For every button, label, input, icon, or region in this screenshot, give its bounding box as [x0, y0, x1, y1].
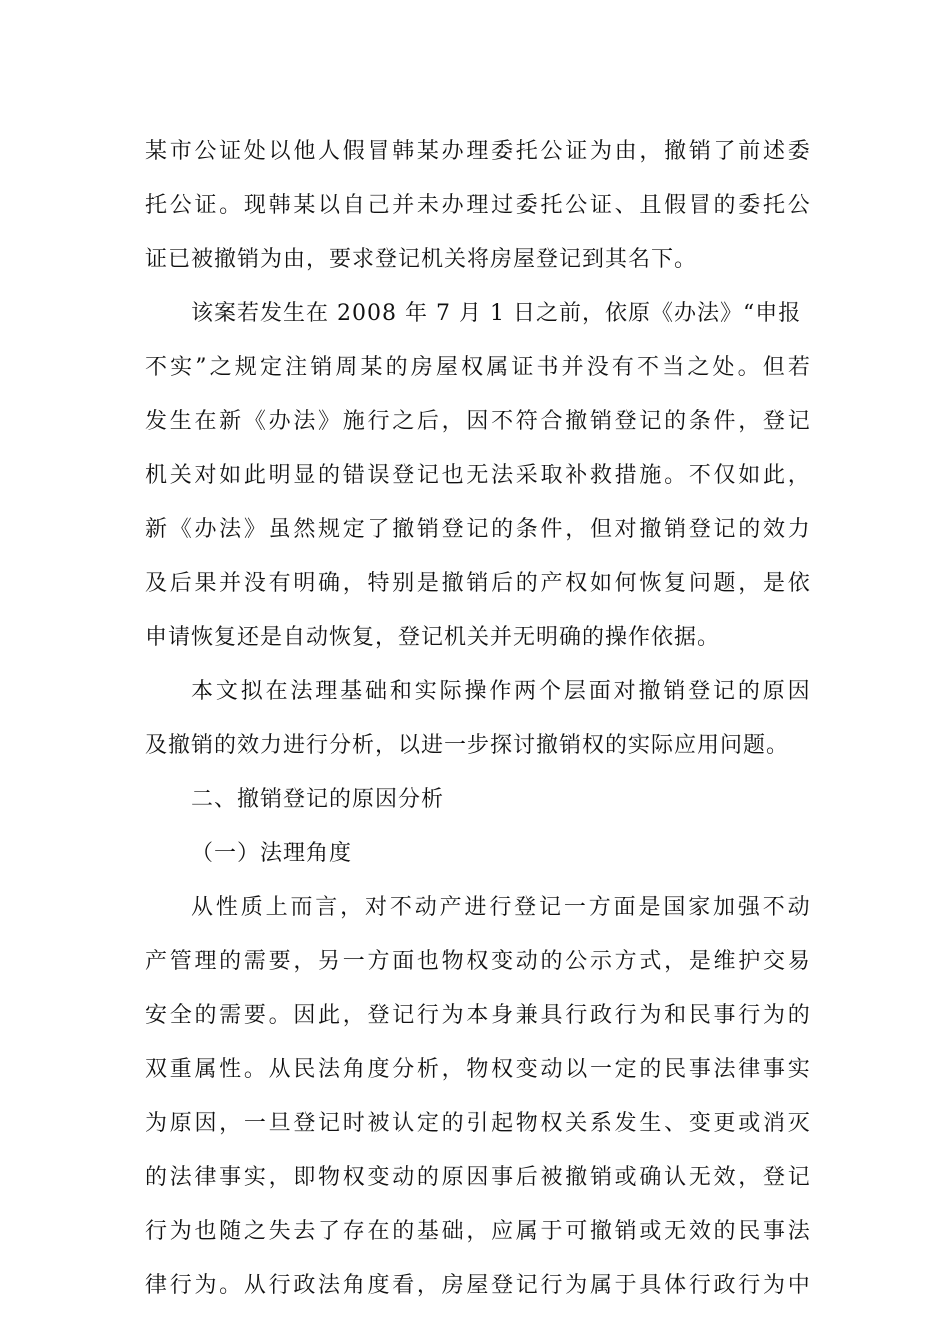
- text-line: 不 实 ” 之 规 定 注 销 周 某 的 房 屋 权 属 证 书 并 没 有 不 当 之 处 。 但 若: [145, 355, 810, 380]
- text-line: 安 全 的 需 要 。 因 此 ， 登 记 行 为 本 身 兼 具 行 政 行 为 和 民 事 行 为 的: [145, 1003, 810, 1028]
- text-line: 托 公 证 。 现 韩 某 以 自 己 并 未 办 理 过 委 托 公 证 、 且 假 冒 的 委 托 公: [145, 193, 810, 218]
- text-line: 机 关 对 如 此 明 显 的 错 误 登 记 也 无 法 采 取 补 救 措 施 。 不 仅 如 此 ，: [145, 463, 810, 488]
- text-line: 双 重 属 性 。 从 民 法 角 度 分 析 ， 物 权 变 动 以 一 定 的 民 事 法 律 事 实: [145, 1057, 810, 1082]
- text-line: 及撤销的效力进行分析，以进一步探讨撤销权的实际应用问题。: [145, 733, 790, 758]
- text-line: 的 法 律 事 实 ， 即 物 权 变 动 的 原 因 事 后 被 撤 销 或 确 认 无 效 ， 登 记: [145, 1165, 810, 1190]
- text-line: 申请恢复还是自动恢复，登记机关并无明确的操作依据。: [145, 625, 721, 650]
- text-line: 从 性 质 上 而 言 ， 对 不 动 产 进 行 登 记 一 方 面 是 国 家 加 强 不 动: [191, 895, 810, 920]
- text-line: 二、撤销登记的原因分析: [191, 787, 445, 812]
- text-line: 行 为 也 随 之 失 去 了 存 在 的 基 础 ， 应 属 于 可 撤 销 或 无 效 的 民 事 法: [145, 1219, 810, 1244]
- text-line: 本 文 拟 在 法 理 基 础 和 实 际 操 作 两 个 层 面 对 撤 销 登 记 的 原 因: [191, 679, 810, 704]
- text-line: 某 市 公 证 处 以 他 人 假 冒 韩 某 办 理 委 托 公 证 为 由 ， 撤 销 了 前 述 委: [145, 139, 810, 164]
- text-line: 该案若发生在 2008 年 7 月 1 日之前，依原《办法》“申报: [191, 301, 802, 326]
- body-text: [145, 125, 810, 1313]
- text-line: 发 生 在 新 《 办 法 》 施 行 之 后 ， 因 不 符 合 撤 销 登 记 的 条 件 ， 登 记: [145, 409, 810, 434]
- text-line: （一）法理角度: [191, 841, 353, 866]
- text-line: 产 管 理 的 需 要 ， 另 一 方 面 也 物 权 变 动 的 公 示 方 式 ， 是 维 护 交 易: [145, 949, 810, 974]
- text-line: 新 《 办 法 》 虽 然 规 定 了 撤 销 登 记 的 条 件 ， 但 对 撤 销 登 记 的 效 力: [145, 517, 810, 542]
- text-line: 证已被撤销为由，要求登记机关将房屋登记到其名下。: [145, 247, 698, 272]
- text-line: 为 原 因 ， 一 旦 登 记 时 被 认 定 的 引 起 物 权 关 系 发 生 、 变 更 或 消 灭: [145, 1111, 810, 1136]
- text-line: 律 行 为 。 从 行 政 法 角 度 看 ， 房 屋 登 记 行 为 属 于 具 体 行 政 行 为 中: [145, 1273, 810, 1298]
- text-line: 及 后 果 并 没 有 明 确 ， 特 别 是 撤 销 后 的 产 权 如 何 恢 复 问 题 ， 是 依: [145, 571, 810, 596]
